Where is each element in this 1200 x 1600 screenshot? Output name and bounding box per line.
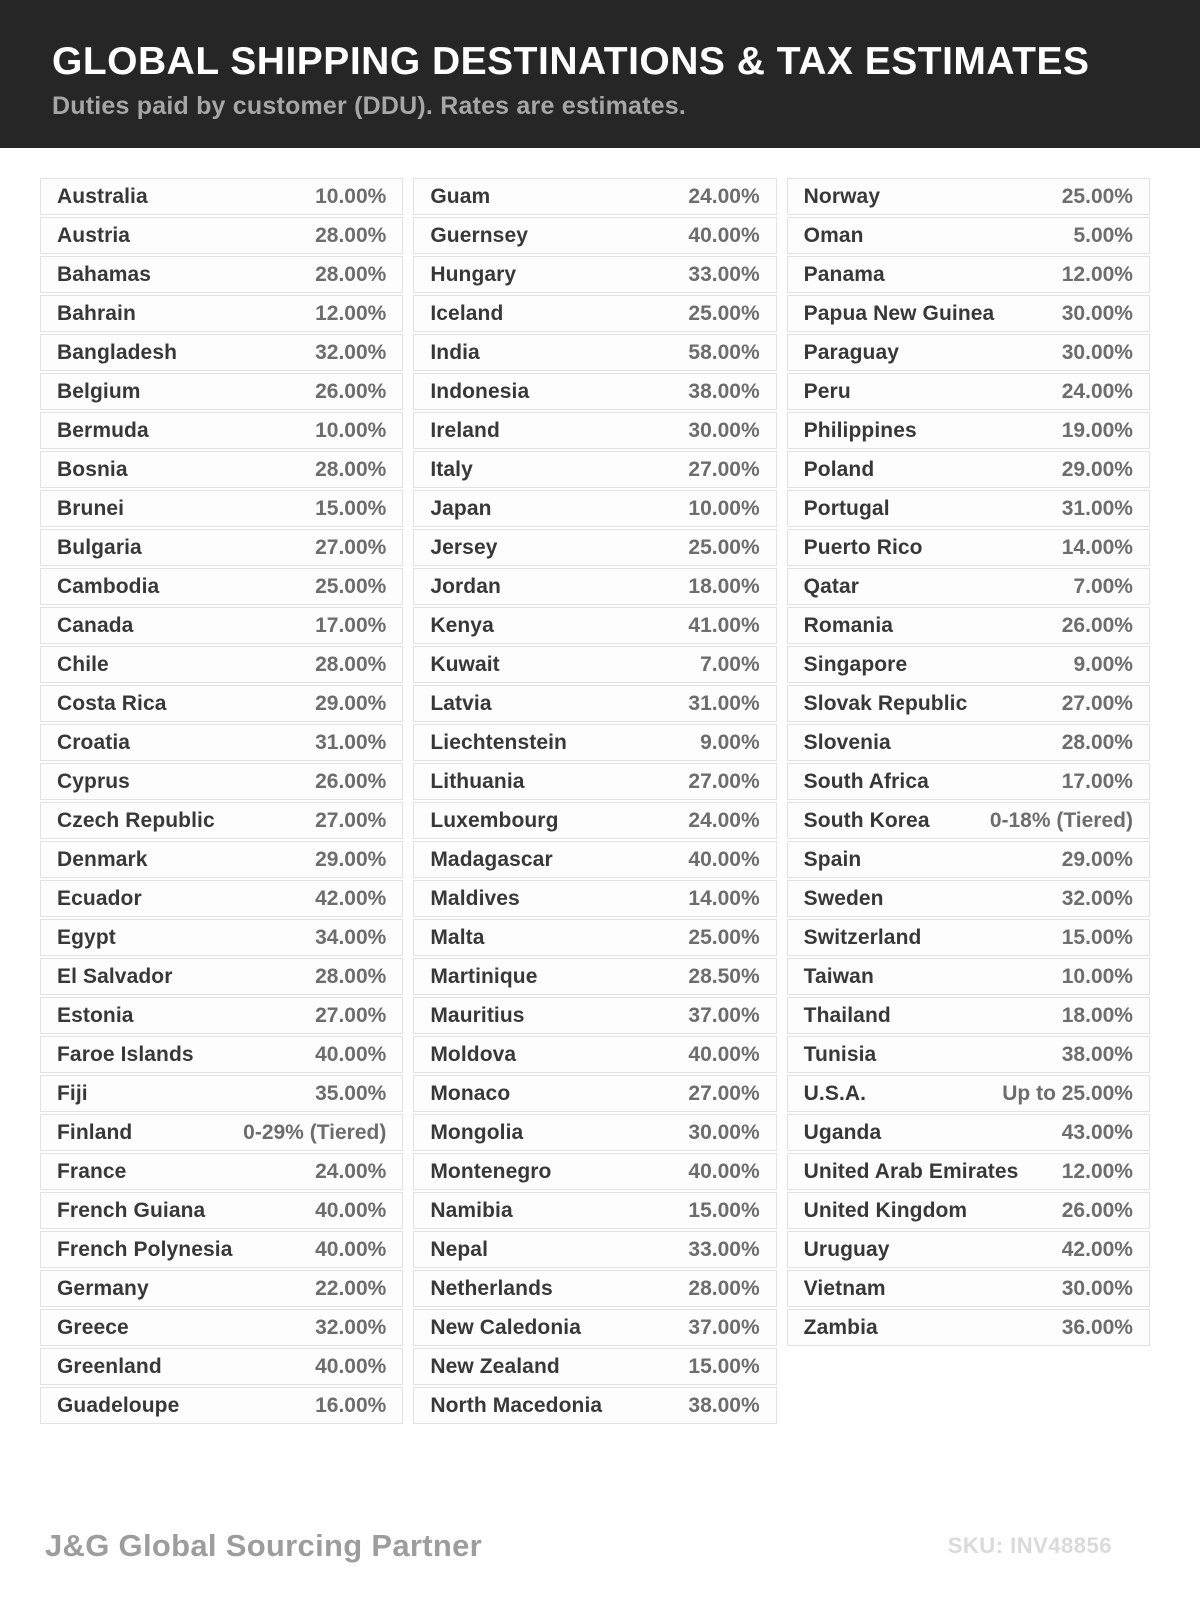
country-name: Kuwait bbox=[430, 652, 500, 676]
tax-rate: 27.00% bbox=[315, 535, 387, 559]
country-name: Poland bbox=[803, 457, 875, 481]
table-row bbox=[787, 880, 1150, 917]
footer bbox=[45, 1528, 1112, 1564]
country-name: Egypt bbox=[57, 925, 116, 949]
tax-rate: 27.00% bbox=[315, 1003, 387, 1027]
table-row bbox=[787, 958, 1150, 995]
tax-rate: 25.00% bbox=[688, 535, 760, 559]
country-name: New Zealand bbox=[430, 1354, 560, 1378]
tax-rate: 36.00% bbox=[1061, 1315, 1133, 1339]
tax-rate: 37.00% bbox=[688, 1003, 760, 1027]
tax-rate: 30.00% bbox=[1061, 340, 1133, 364]
tax-rate: 9.00% bbox=[1073, 652, 1133, 676]
country-name: Estonia bbox=[57, 1003, 134, 1027]
brand-name: J&G Global Sourcing Partner bbox=[45, 1528, 483, 1563]
table-row bbox=[413, 490, 776, 527]
table-row bbox=[40, 334, 403, 371]
country-name: Cyprus bbox=[57, 769, 130, 793]
country-name: Monaco bbox=[430, 1081, 511, 1105]
country-name: Costa Rica bbox=[57, 691, 167, 715]
tax-rate: 31.00% bbox=[688, 691, 760, 715]
country-name: Taiwan bbox=[803, 964, 874, 988]
country-name: Slovak Republic bbox=[803, 691, 968, 715]
tax-rate: 0-18% (Tiered) bbox=[989, 808, 1133, 832]
table-row bbox=[413, 373, 776, 410]
table-row bbox=[413, 1153, 776, 1190]
country-name: Denmark bbox=[57, 847, 148, 871]
country-name: Bulgaria bbox=[57, 535, 142, 559]
country-name: Indonesia bbox=[430, 379, 530, 403]
table-row bbox=[787, 685, 1150, 722]
tax-rate: 15.00% bbox=[1061, 925, 1133, 949]
country-name: Lithuania bbox=[430, 769, 525, 793]
tax-rate: 32.00% bbox=[315, 1315, 387, 1339]
table-row bbox=[413, 1036, 776, 1073]
country-name: Puerto Rico bbox=[803, 535, 923, 559]
tax-rate: 28.50% bbox=[688, 964, 760, 988]
country-name: Uganda bbox=[803, 1120, 882, 1144]
country-name: Portugal bbox=[803, 496, 890, 520]
tax-rate: 26.00% bbox=[315, 379, 387, 403]
tax-rate: 7.00% bbox=[1073, 574, 1133, 598]
tax-rate: 15.00% bbox=[688, 1198, 760, 1222]
country-name: Croatia bbox=[57, 730, 131, 754]
tax-rate: 27.00% bbox=[688, 457, 760, 481]
country-name: South Africa bbox=[803, 769, 929, 793]
table-row bbox=[413, 685, 776, 722]
table-row bbox=[787, 217, 1150, 254]
table-row bbox=[40, 412, 403, 449]
table-row bbox=[413, 1192, 776, 1229]
country-name: Maldives bbox=[430, 886, 520, 910]
sku-label: SKU: INV48856 bbox=[947, 1533, 1112, 1558]
table-row bbox=[40, 568, 403, 605]
country-name: United Kingdom bbox=[803, 1198, 968, 1222]
table-row bbox=[40, 997, 403, 1034]
table-row bbox=[40, 373, 403, 410]
table-row bbox=[413, 334, 776, 371]
tax-rate: 29.00% bbox=[315, 691, 387, 715]
tax-rate: 29.00% bbox=[315, 847, 387, 871]
tax-rate: 30.00% bbox=[1061, 1276, 1133, 1300]
country-name: Brunei bbox=[57, 496, 125, 520]
table-row bbox=[40, 1192, 403, 1229]
country-name: Kenya bbox=[430, 613, 494, 637]
tax-rate: 9.00% bbox=[700, 730, 760, 754]
tax-rate: 12.00% bbox=[1061, 262, 1133, 286]
tax-rate: 25.00% bbox=[1061, 184, 1133, 208]
country-name: Montenegro bbox=[430, 1159, 552, 1183]
table-row bbox=[787, 1036, 1150, 1073]
country-name: Martinique bbox=[430, 964, 538, 988]
table-row bbox=[787, 997, 1150, 1034]
table-row bbox=[40, 529, 403, 566]
tax-rate: 38.00% bbox=[688, 379, 760, 403]
table-row bbox=[413, 256, 776, 293]
tax-rate: 40.00% bbox=[315, 1198, 387, 1222]
tax-rate: 26.00% bbox=[1061, 1198, 1133, 1222]
table-row bbox=[413, 1270, 776, 1307]
tax-rate: 33.00% bbox=[688, 262, 760, 286]
country-name: Japan bbox=[430, 496, 492, 520]
tax-rate: 18.00% bbox=[688, 574, 760, 598]
table-row bbox=[787, 1075, 1150, 1112]
table-row bbox=[787, 1231, 1150, 1268]
country-name: Tunisia bbox=[803, 1042, 877, 1066]
tax-rate: 16.00% bbox=[315, 1393, 387, 1417]
tax-rate: 30.00% bbox=[688, 1120, 760, 1144]
country-name: Bahrain bbox=[57, 301, 136, 325]
country-name: Vietnam bbox=[803, 1276, 886, 1300]
table-row bbox=[40, 1309, 403, 1346]
country-name: Mauritius bbox=[430, 1003, 525, 1027]
tax-rate: 25.00% bbox=[688, 925, 760, 949]
table-row bbox=[413, 646, 776, 683]
country-name: Namibia bbox=[430, 1198, 513, 1222]
tax-rate: 0-29% (Tiered) bbox=[243, 1120, 387, 1144]
country-name: Germany bbox=[57, 1276, 149, 1300]
header-banner bbox=[0, 0, 1200, 148]
country-name: Moldova bbox=[430, 1042, 517, 1066]
table-row bbox=[413, 841, 776, 878]
country-name: U.S.A. bbox=[803, 1081, 867, 1105]
country-name: South Korea bbox=[803, 808, 930, 832]
table-row bbox=[413, 1348, 776, 1385]
country-name: Belgium bbox=[57, 379, 141, 403]
table-row bbox=[787, 178, 1150, 215]
country-name: Jordan bbox=[430, 574, 501, 598]
tax-rate: 35.00% bbox=[315, 1081, 387, 1105]
tax-rate: 27.00% bbox=[688, 769, 760, 793]
table-row bbox=[413, 451, 776, 488]
country-name: Malta bbox=[430, 925, 485, 949]
tax-rate: 40.00% bbox=[688, 1159, 760, 1183]
tax-rate: 24.00% bbox=[315, 1159, 387, 1183]
table-row bbox=[787, 412, 1150, 449]
tax-rate: 14.00% bbox=[688, 886, 760, 910]
country-name: Madagascar bbox=[430, 847, 553, 871]
table-row bbox=[413, 412, 776, 449]
tax-rate: 58.00% bbox=[688, 340, 760, 364]
table-row bbox=[40, 1114, 403, 1151]
tax-rate: 27.00% bbox=[315, 808, 387, 832]
table-row bbox=[413, 529, 776, 566]
page-title: GLOBAL SHIPPING DESTINATIONS & TAX ESTIMATES bbox=[52, 40, 1090, 83]
country-name: Bangladesh bbox=[57, 340, 178, 364]
rates-column-1 bbox=[40, 178, 403, 1426]
country-name: Uruguay bbox=[803, 1237, 890, 1261]
tax-rate: Up to 25.00% bbox=[1002, 1081, 1133, 1105]
country-name: Papua New Guinea bbox=[803, 301, 995, 325]
country-name: Romania bbox=[803, 613, 894, 637]
table-row bbox=[787, 256, 1150, 293]
table-row bbox=[413, 607, 776, 644]
tax-rate: 7.00% bbox=[700, 652, 760, 676]
country-name: Austria bbox=[57, 223, 131, 247]
tax-rate: 30.00% bbox=[1061, 301, 1133, 325]
country-name: French Guiana bbox=[57, 1198, 206, 1222]
country-name: Czech Republic bbox=[57, 808, 215, 832]
tax-rate: 31.00% bbox=[1061, 496, 1133, 520]
table-row bbox=[413, 880, 776, 917]
table-row bbox=[787, 295, 1150, 332]
table-row bbox=[787, 841, 1150, 878]
tax-rate: 15.00% bbox=[315, 496, 387, 520]
table-row bbox=[40, 217, 403, 254]
table-row bbox=[413, 568, 776, 605]
rates-table bbox=[40, 178, 1150, 1426]
table-row bbox=[787, 802, 1150, 839]
country-name: Paraguay bbox=[803, 340, 900, 364]
table-row bbox=[40, 841, 403, 878]
table-row bbox=[40, 256, 403, 293]
tax-rate: 14.00% bbox=[1061, 535, 1133, 559]
table-row bbox=[413, 724, 776, 761]
table-row bbox=[787, 1114, 1150, 1151]
country-name: Iceland bbox=[430, 301, 504, 325]
country-name: Switzerland bbox=[803, 925, 922, 949]
table-row bbox=[413, 997, 776, 1034]
tax-rate: 27.00% bbox=[1061, 691, 1133, 715]
table-row bbox=[40, 607, 403, 644]
tax-rate: 40.00% bbox=[315, 1237, 387, 1261]
tax-rate: 10.00% bbox=[315, 184, 387, 208]
country-name: Nepal bbox=[430, 1237, 489, 1261]
table-row bbox=[413, 1114, 776, 1151]
country-name: Singapore bbox=[803, 652, 908, 676]
country-name: United Arab Emirates bbox=[803, 1159, 1019, 1183]
table-row bbox=[40, 1036, 403, 1073]
tax-rate: 10.00% bbox=[315, 418, 387, 442]
table-row bbox=[40, 490, 403, 527]
table-row bbox=[413, 1231, 776, 1268]
tax-rate: 26.00% bbox=[315, 769, 387, 793]
tax-rate: 24.00% bbox=[1061, 379, 1133, 403]
tax-rate: 17.00% bbox=[1061, 769, 1133, 793]
tax-rate: 28.00% bbox=[1061, 730, 1133, 754]
tax-rate: 28.00% bbox=[315, 457, 387, 481]
country-name: Latvia bbox=[430, 691, 492, 715]
country-name: Bahamas bbox=[57, 262, 152, 286]
table-row bbox=[40, 178, 403, 215]
country-name: Qatar bbox=[803, 574, 860, 598]
tax-rate: 22.00% bbox=[315, 1276, 387, 1300]
tax-rate: 19.00% bbox=[1061, 418, 1133, 442]
rates-column-3 bbox=[787, 178, 1150, 1426]
table-row bbox=[40, 724, 403, 761]
tax-rate: 12.00% bbox=[1061, 1159, 1133, 1183]
country-name: Netherlands bbox=[430, 1276, 553, 1300]
tax-rate: 30.00% bbox=[688, 418, 760, 442]
table-row bbox=[40, 1348, 403, 1385]
country-name: Ireland bbox=[430, 418, 500, 442]
table-row bbox=[40, 880, 403, 917]
country-name: Guadeloupe bbox=[57, 1393, 180, 1417]
tax-rate: 10.00% bbox=[688, 496, 760, 520]
tax-rate: 5.00% bbox=[1073, 223, 1133, 247]
country-name: Thailand bbox=[803, 1003, 891, 1027]
tax-rate: 32.00% bbox=[1061, 886, 1133, 910]
tax-rate: 24.00% bbox=[688, 184, 760, 208]
country-name: Norway bbox=[803, 184, 881, 208]
table-row bbox=[787, 1192, 1150, 1229]
table-row bbox=[787, 568, 1150, 605]
table-row bbox=[413, 178, 776, 215]
country-name: India bbox=[430, 340, 480, 364]
table-row bbox=[787, 373, 1150, 410]
table-row bbox=[40, 685, 403, 722]
tax-rate: 31.00% bbox=[315, 730, 387, 754]
table-row bbox=[787, 607, 1150, 644]
country-name: Italy bbox=[430, 457, 473, 481]
tax-rate: 29.00% bbox=[1061, 457, 1133, 481]
country-name: Slovenia bbox=[803, 730, 891, 754]
table-row bbox=[787, 919, 1150, 956]
tax-rate: 42.00% bbox=[1061, 1237, 1133, 1261]
table-row bbox=[40, 958, 403, 995]
tax-rate: 40.00% bbox=[315, 1042, 387, 1066]
country-name: Australia bbox=[57, 184, 148, 208]
tax-rate: 25.00% bbox=[315, 574, 387, 598]
country-name: Zambia bbox=[803, 1315, 878, 1339]
tax-rate: 26.00% bbox=[1061, 613, 1133, 637]
table-row bbox=[40, 802, 403, 839]
country-name: Philippines bbox=[803, 418, 917, 442]
table-row bbox=[40, 1270, 403, 1307]
table-row bbox=[787, 334, 1150, 371]
table-row bbox=[413, 919, 776, 956]
country-name: Peru bbox=[803, 379, 851, 403]
country-name: Oman bbox=[803, 223, 864, 247]
country-name: Ecuador bbox=[57, 886, 142, 910]
tax-rate: 17.00% bbox=[315, 613, 387, 637]
tax-rate: 40.00% bbox=[315, 1354, 387, 1378]
table-row bbox=[787, 1309, 1150, 1346]
tax-rate: 42.00% bbox=[315, 886, 387, 910]
country-name: Canada bbox=[57, 613, 134, 637]
table-row bbox=[787, 1153, 1150, 1190]
country-name: Jersey bbox=[430, 535, 498, 559]
table-row bbox=[413, 295, 776, 332]
tax-rate: 24.00% bbox=[688, 808, 760, 832]
country-name: New Caledonia bbox=[430, 1315, 581, 1339]
country-name: Finland bbox=[57, 1120, 133, 1144]
table-row bbox=[40, 1075, 403, 1112]
rates-column-2 bbox=[413, 178, 776, 1426]
country-name: Cambodia bbox=[57, 574, 160, 598]
country-name: Panama bbox=[803, 262, 885, 286]
table-row bbox=[413, 802, 776, 839]
table-row bbox=[787, 490, 1150, 527]
tax-rate: 37.00% bbox=[688, 1315, 760, 1339]
country-name: Guam bbox=[430, 184, 491, 208]
tax-rate: 28.00% bbox=[315, 964, 387, 988]
country-name: Bermuda bbox=[57, 418, 149, 442]
table-row bbox=[787, 451, 1150, 488]
table-row bbox=[413, 763, 776, 800]
tax-rate: 40.00% bbox=[688, 847, 760, 871]
tax-rate: 28.00% bbox=[315, 652, 387, 676]
country-name: Spain bbox=[803, 847, 862, 871]
country-name: Mongolia bbox=[430, 1120, 524, 1144]
country-name: Greece bbox=[57, 1315, 129, 1339]
country-name: Hungary bbox=[430, 262, 517, 286]
tax-rate: 27.00% bbox=[688, 1081, 760, 1105]
tax-rate: 43.00% bbox=[1061, 1120, 1133, 1144]
country-name: French Polynesia bbox=[57, 1237, 233, 1261]
country-name: Liechtenstein bbox=[430, 730, 567, 754]
table-row bbox=[787, 763, 1150, 800]
table-row bbox=[40, 919, 403, 956]
country-name: Sweden bbox=[803, 886, 884, 910]
table-row bbox=[40, 763, 403, 800]
table-row bbox=[413, 1387, 776, 1424]
tax-rate: 29.00% bbox=[1061, 847, 1133, 871]
country-name: Chile bbox=[57, 652, 109, 676]
tax-rate: 28.00% bbox=[315, 262, 387, 286]
page-subtitle: Duties paid by customer (DDU). Rates are estimates. bbox=[52, 91, 687, 120]
table-row bbox=[40, 451, 403, 488]
tax-rate: 10.00% bbox=[1061, 964, 1133, 988]
country-name: Guernsey bbox=[430, 223, 529, 247]
tax-rate: 40.00% bbox=[688, 1042, 760, 1066]
table-row bbox=[40, 295, 403, 332]
table-row bbox=[787, 1270, 1150, 1307]
tax-rate: 38.00% bbox=[1061, 1042, 1133, 1066]
tax-rate: 12.00% bbox=[315, 301, 387, 325]
country-name: Greenland bbox=[57, 1354, 162, 1378]
country-name: France bbox=[57, 1159, 127, 1183]
tax-rate: 32.00% bbox=[315, 340, 387, 364]
table-row bbox=[40, 1387, 403, 1424]
tax-rate: 41.00% bbox=[688, 613, 760, 637]
table-row bbox=[413, 958, 776, 995]
tax-rate: 38.00% bbox=[688, 1393, 760, 1417]
tax-rate: 25.00% bbox=[688, 301, 760, 325]
table-row bbox=[787, 646, 1150, 683]
table-row bbox=[40, 1231, 403, 1268]
country-name: Fiji bbox=[57, 1081, 88, 1105]
tax-rate: 28.00% bbox=[688, 1276, 760, 1300]
country-name: Bosnia bbox=[57, 457, 128, 481]
table-row bbox=[40, 646, 403, 683]
tax-rate: 34.00% bbox=[315, 925, 387, 949]
country-name: Luxembourg bbox=[430, 808, 559, 832]
country-name: El Salvador bbox=[57, 964, 173, 988]
table-row bbox=[40, 1153, 403, 1190]
tax-rate: 15.00% bbox=[688, 1354, 760, 1378]
table-row bbox=[787, 724, 1150, 761]
table-row bbox=[413, 1075, 776, 1112]
table-row bbox=[787, 529, 1150, 566]
tax-rate: 18.00% bbox=[1061, 1003, 1133, 1027]
table-row bbox=[413, 217, 776, 254]
country-name: North Macedonia bbox=[430, 1393, 603, 1417]
country-name: Faroe Islands bbox=[57, 1042, 194, 1066]
tax-rate: 28.00% bbox=[315, 223, 387, 247]
tax-rate: 33.00% bbox=[688, 1237, 760, 1261]
tax-rate: 40.00% bbox=[688, 223, 760, 247]
table-row bbox=[413, 1309, 776, 1346]
